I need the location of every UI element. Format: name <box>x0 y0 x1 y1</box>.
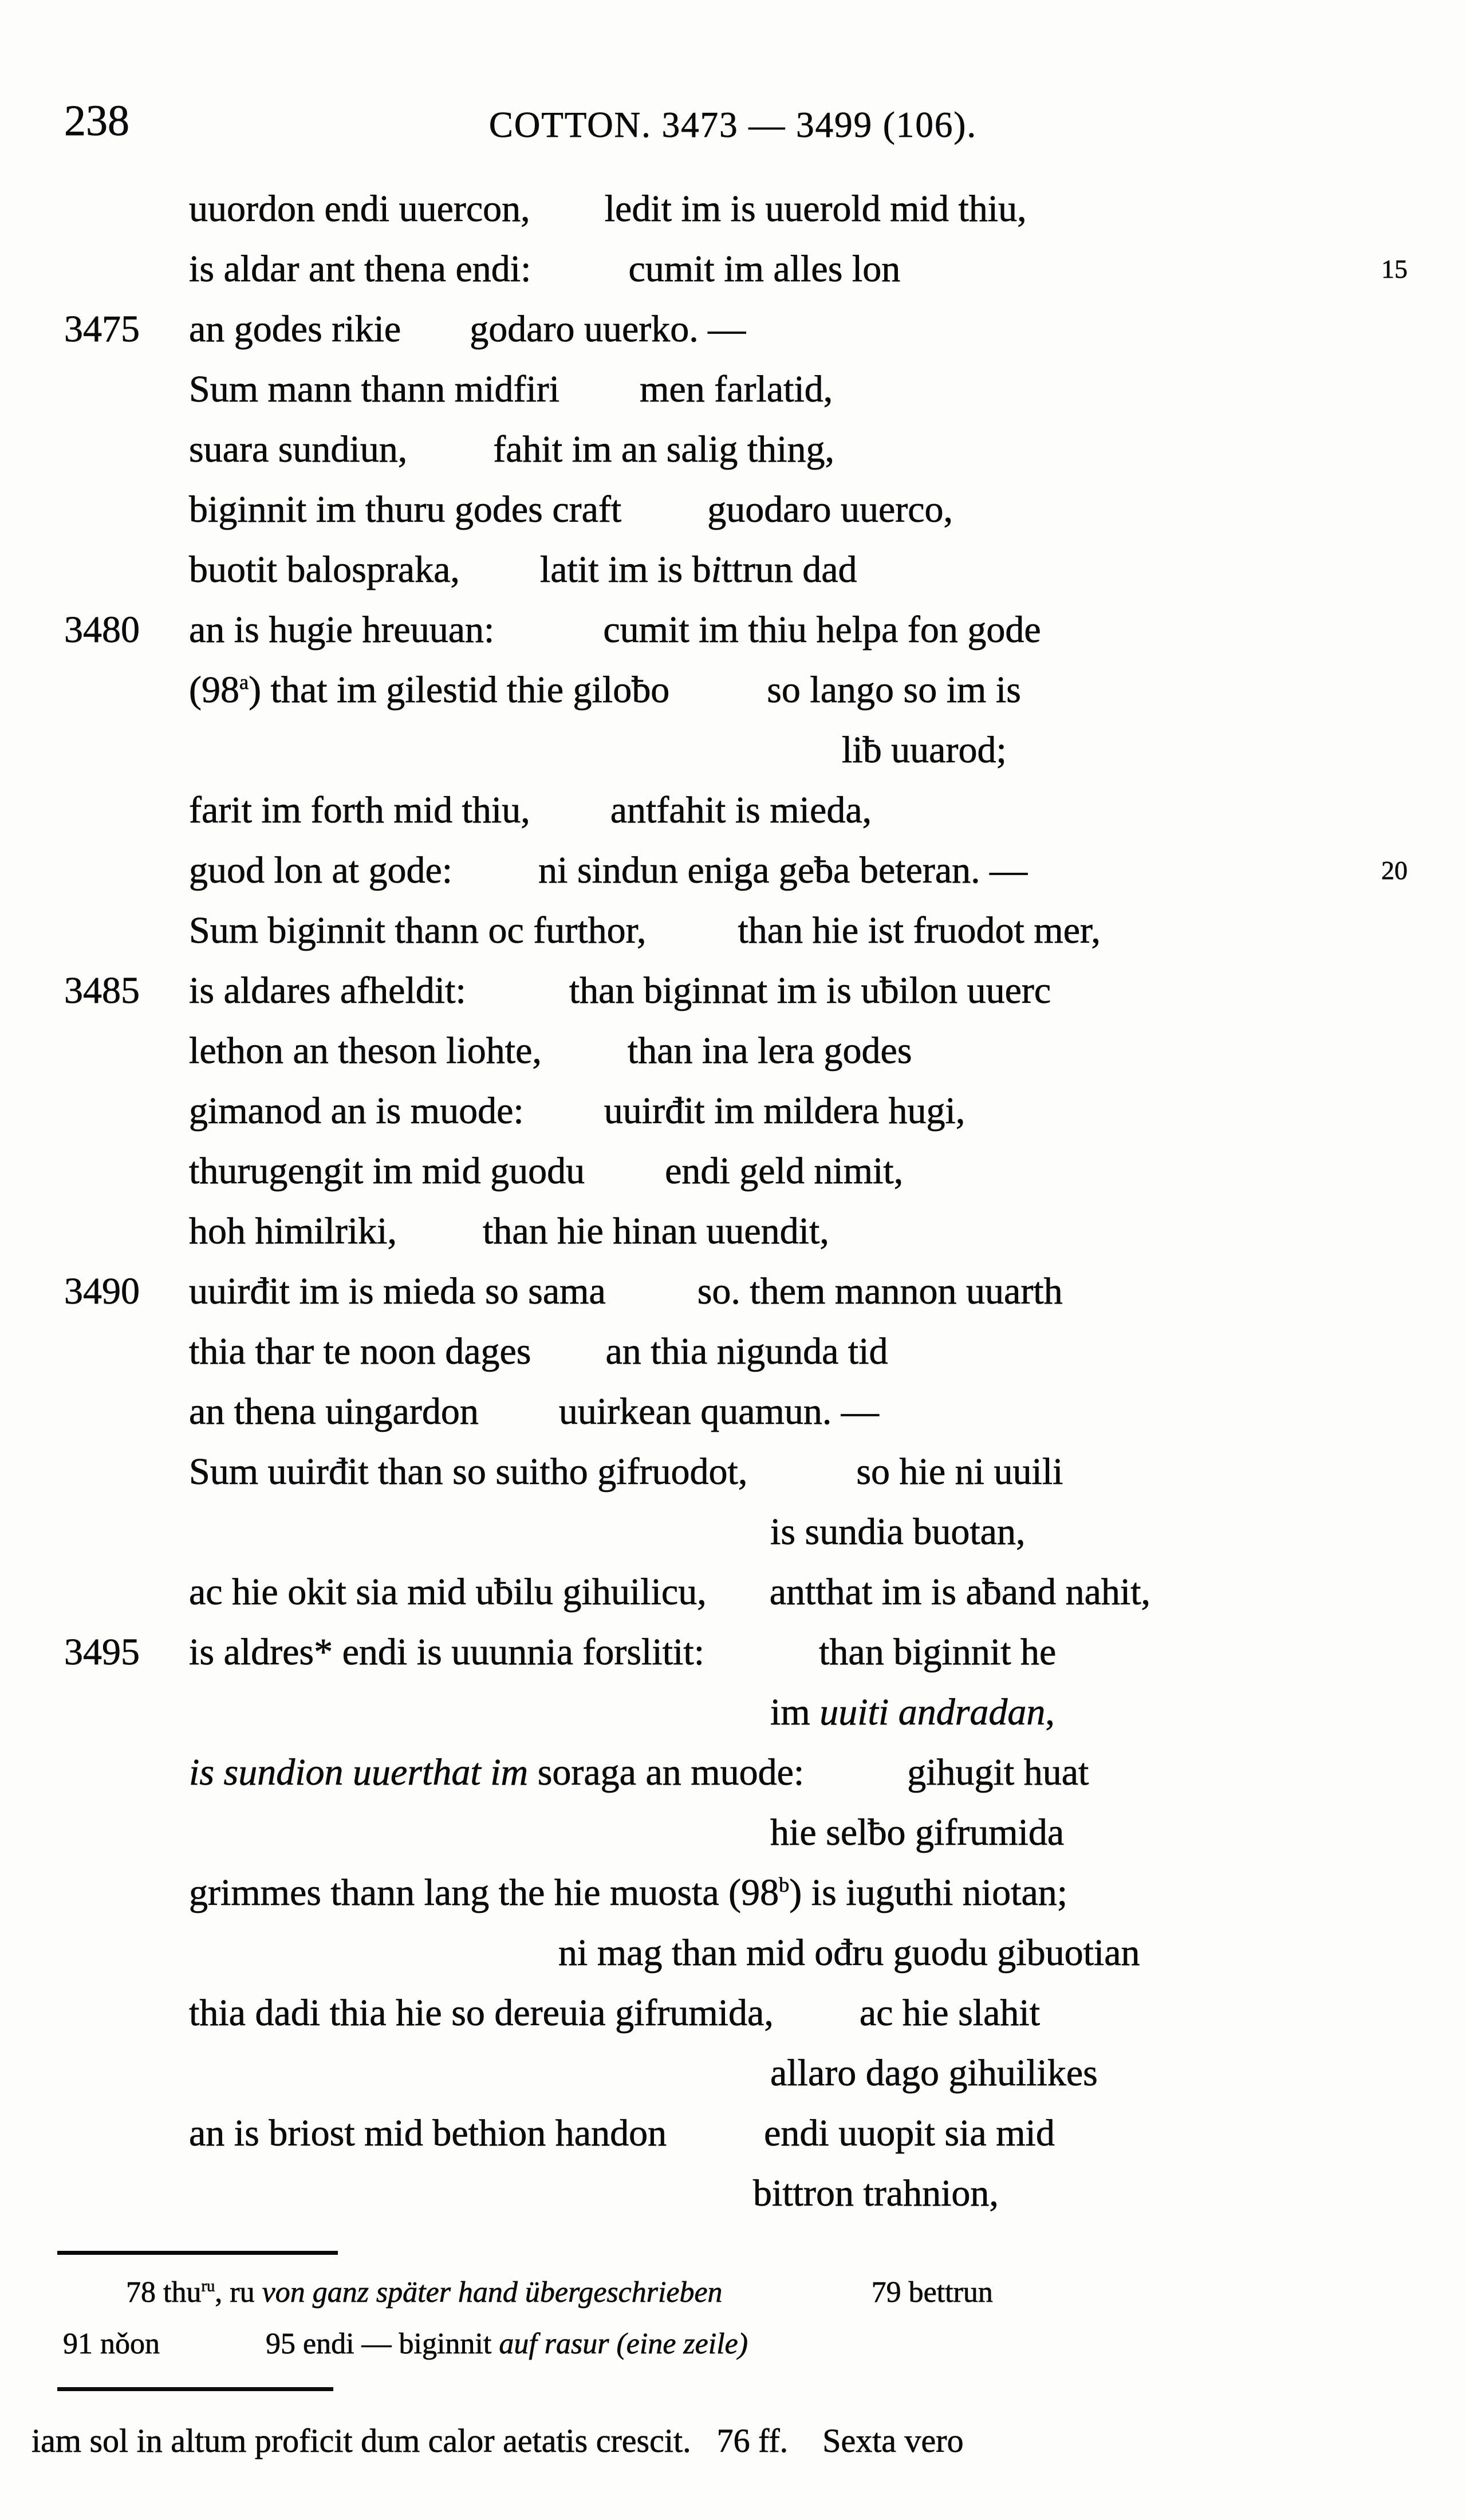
line-text <box>189 1863 1067 1923</box>
text-segment: ac hie okit sia mid uƀilu gihuilicu, <box>189 1571 707 1613</box>
caesura-gap <box>542 1062 628 1063</box>
line-text <box>189 1201 829 1261</box>
text-segment: than hie hinan uuendit, <box>483 1210 829 1252</box>
verse-text-block <box>0 179 1466 2223</box>
verse-line <box>0 660 1466 720</box>
line-text <box>189 1321 888 1381</box>
verse-line <box>0 1622 1466 1682</box>
text-segment: godaro uuerko. — <box>470 308 746 350</box>
verse-line <box>0 1562 1466 1622</box>
text-segment: gimanod an is muode: <box>189 1090 524 1132</box>
line-text <box>753 2163 999 2223</box>
line-text <box>189 479 953 540</box>
text-segment: antfahit is mieda, <box>610 789 872 831</box>
text-segment: uuirđit im is mieda so sama <box>189 1270 606 1312</box>
text-segment: gihugit huat <box>907 1751 1089 1793</box>
caesura-gap <box>723 2301 872 2302</box>
caesura-gap <box>621 521 707 522</box>
caesura-gap <box>479 1423 559 1424</box>
text-segment: endi geld nimit, <box>665 1150 904 1192</box>
verse-line <box>0 1923 1466 1983</box>
caesura-gap <box>466 1002 569 1003</box>
verse-line <box>0 1863 1466 1923</box>
text-segment: an thena uingardon <box>189 1391 479 1432</box>
text-segment: uuirđit im mildera hugi, <box>604 1090 965 1132</box>
line-text <box>189 1141 903 1201</box>
verse-line-number: 3485 <box>64 970 140 1011</box>
line-text <box>189 780 872 840</box>
margin-section-number: 15 <box>1381 254 1408 284</box>
text-segment: buotit balospraka, <box>189 549 460 590</box>
bottom-separator-rule <box>57 2387 333 2391</box>
text-segment: lethon an theson liohte, <box>189 1030 542 1072</box>
verse-line <box>0 960 1466 1021</box>
caesura-gap <box>691 2451 717 2452</box>
verse-line <box>0 780 1466 840</box>
line-text <box>63 2318 748 2370</box>
text-segment: Sum uuirđit than so suitho gifruodot, <box>189 1451 748 1493</box>
text-segment: an godes rikie <box>189 308 401 350</box>
bottom-latin-note <box>0 2412 1466 2470</box>
verse-line <box>0 2043 1466 2103</box>
text-segment: an thia nigunda tid <box>605 1330 888 1372</box>
text-segment: farit im forth mid thiu, <box>189 789 530 831</box>
caesura-gap <box>606 1303 697 1304</box>
text-segment: ) that im gilestid thie giloƀo <box>249 669 670 711</box>
verse-line <box>0 419 1466 479</box>
text-segment: so. them mannon uuarth <box>697 1270 1063 1312</box>
text-segment: 79 bettrun <box>871 2276 993 2309</box>
line-text <box>189 1562 1150 1622</box>
text-segment: hoh himilriki, <box>189 1210 397 1252</box>
text-segment: ttrun dad <box>722 549 857 590</box>
text-segment: ni mag than mid ođru guodu gibuotian <box>558 1932 1140 1974</box>
verse-line <box>0 540 1466 600</box>
line-text <box>189 1021 912 1081</box>
line-text <box>189 1261 1063 1321</box>
superscript-segment: a <box>239 671 249 694</box>
line-text <box>189 960 1051 1021</box>
verse-line <box>0 1802 1466 1863</box>
text-segment: antthat im is aƀand nahit, <box>769 1571 1151 1613</box>
text-segment: than hie ist fruodot mer, <box>738 909 1101 951</box>
verse-line <box>0 1502 1466 1562</box>
caesura-gap <box>452 882 538 883</box>
italic-segment: is sundion uuerthat im <box>189 1751 529 1793</box>
italic-segment: auf rasur (eine zeile) <box>499 2328 748 2360</box>
verse-line <box>0 2103 1466 2163</box>
text-segment: Sexta vero <box>822 2422 964 2459</box>
line-text <box>189 600 1041 660</box>
text-segment: latit im is b <box>539 549 711 590</box>
apparatus-footnotes <box>0 2267 1466 2370</box>
footnote-line <box>0 2267 1466 2318</box>
verse-line <box>0 1261 1466 1321</box>
text-segment: Sum mann thann midfiri <box>189 368 560 410</box>
text-segment: men farlatid, <box>640 368 833 410</box>
text-segment: so lango so im is <box>767 669 1021 711</box>
superscript-segment: b <box>779 1873 790 1896</box>
text-segment: , <box>1045 1691 1055 1733</box>
page-number: 238 <box>64 97 129 145</box>
text-segment: guodaro uuerco, <box>707 489 953 530</box>
verse-line <box>0 359 1466 419</box>
text-segment: than biginnat im is uƀilon uuerc <box>569 970 1051 1011</box>
line-text <box>189 359 833 419</box>
text-segment: allaro dago gihuilikes <box>770 2052 1098 2094</box>
text-segment: thia dadi thia hie so dereuia gifrumida, <box>189 1992 774 2034</box>
verse-line <box>0 2163 1466 2223</box>
caesura-gap <box>788 2451 822 2452</box>
line-text <box>189 540 857 600</box>
text-segment: 91 nǒon <box>63 2328 160 2360</box>
text-segment: cumit im thiu helpa fon gode <box>603 609 1041 651</box>
line-text <box>189 1442 1063 1502</box>
text-segment: is aldares afheldit: <box>189 970 466 1011</box>
line-text <box>189 840 1027 900</box>
text-segment: cumit im alles lon <box>628 248 901 290</box>
line-text <box>189 1983 1040 2043</box>
verse-line-number: 3480 <box>64 609 140 651</box>
superscript-segment: ru <box>201 2277 215 2295</box>
line-text <box>189 239 900 299</box>
footnote-separator-rule <box>57 2251 338 2255</box>
verse-line <box>0 299 1466 359</box>
text-segment: im <box>770 1691 820 1733</box>
verse-line <box>0 1742 1466 1802</box>
text-segment: thia thar te noon dages <box>189 1330 531 1372</box>
verse-line <box>0 1983 1466 2043</box>
footnote-line <box>0 2318 1466 2370</box>
line-text <box>770 1502 1025 1562</box>
verse-line-number: 3490 <box>64 1270 140 1312</box>
italic-segment: i <box>711 549 722 590</box>
text-segment: suara sundiun, <box>189 428 408 470</box>
text-segment: uuirkean quamun. — <box>558 1391 879 1432</box>
text-segment: is aldar ant thena endi: <box>189 248 531 290</box>
text-segment: fahit im an salig thing, <box>493 428 835 470</box>
text-segment: ac hie slahit <box>859 1992 1041 2034</box>
caesura-gap <box>494 641 603 642</box>
line-text <box>770 1802 1064 1863</box>
line-text <box>189 660 1021 720</box>
text-segment: 95 endi — biginnit <box>266 2328 499 2360</box>
italic-segment: uuiti andradan <box>819 1691 1046 1733</box>
text-segment: hie selƀo gifrumida <box>770 1812 1065 1853</box>
text-segment: is aldres* endi is uuunnia forslitit: <box>189 1631 705 1673</box>
text-segment: iam sol in altum proficit dum calor aetatis crescit. <box>31 2422 691 2459</box>
text-segment: Sum biginnit thann oc furthor, <box>189 909 647 951</box>
text-segment: an is hugie hreuuan: <box>189 609 495 651</box>
verse-line <box>0 600 1466 660</box>
line-text <box>31 2412 964 2470</box>
text-segment: so hie ni uuili <box>856 1451 1063 1493</box>
text-segment: liƀ uuarod; <box>842 729 1007 771</box>
line-text <box>770 1682 1055 1742</box>
line-text <box>189 1381 879 1442</box>
text-segment: an is briost mid bethion handon <box>189 2112 667 2154</box>
text-segment: grimmes thann lang the hie muosta (98 <box>189 1872 779 1913</box>
caesura-gap <box>460 581 540 582</box>
text-segment: thurugengit im mid guodu <box>189 1150 585 1192</box>
text-segment: , ru <box>215 2276 262 2309</box>
line-text <box>189 900 1101 960</box>
text-segment: is sundia buotan, <box>770 1511 1026 1553</box>
margin-section-number: 20 <box>1381 856 1408 885</box>
line-text <box>189 1742 1089 1802</box>
text-segment: uuordon endi uuercon, <box>189 188 530 230</box>
text-segment: endi uuopit sia mid <box>764 2112 1055 2154</box>
text-segment: 76 ff. <box>716 2422 789 2459</box>
verse-line <box>0 179 1466 239</box>
line-text <box>770 2043 1098 2103</box>
line-text <box>189 2103 1055 2163</box>
text-segment: bittron trahnion, <box>753 2172 999 2214</box>
verse-line <box>0 1021 1466 1081</box>
line-text <box>842 720 1007 780</box>
line-text <box>189 1622 1056 1682</box>
line-text <box>189 179 1027 239</box>
line-text <box>189 299 746 359</box>
caesura-gap <box>747 1483 856 1484</box>
line-text <box>126 2267 993 2318</box>
verse-line <box>0 1141 1466 1201</box>
text-segment: than biginnit he <box>819 1631 1057 1673</box>
verse-line <box>0 479 1466 540</box>
verse-line <box>0 900 1466 960</box>
text-segment: biginnit im thuru godes craft <box>189 489 622 530</box>
caesura-gap <box>646 942 738 943</box>
text-segment: than ina lera godes <box>627 1030 912 1072</box>
verse-line-number: 3495 <box>64 1631 140 1673</box>
text-segment: ni sindun eniga geƀa beteran. — <box>538 849 1028 891</box>
text-segment: soraga an muode: <box>528 1751 805 1793</box>
verse-line <box>0 239 1466 299</box>
caesura-gap <box>407 461 493 462</box>
verse-line <box>0 1381 1466 1442</box>
text-segment: (98 <box>189 669 239 711</box>
line-text <box>189 419 834 479</box>
caesura-gap <box>531 1363 605 1364</box>
verse-line <box>0 1321 1466 1381</box>
text-segment: ) is iuguthi niotan; <box>789 1872 1068 1913</box>
verse-line <box>0 720 1466 780</box>
verse-line <box>0 1201 1466 1261</box>
caesura-gap <box>530 220 605 221</box>
verse-line <box>0 840 1466 900</box>
line-text <box>558 1923 1140 1983</box>
text-segment: guod lon at gode: <box>189 849 453 891</box>
verse-line <box>0 1442 1466 1502</box>
line-text <box>189 1081 965 1141</box>
verse-line <box>0 1682 1466 1742</box>
bottom-note-line <box>0 2412 1466 2470</box>
verse-line-number: 3475 <box>64 308 140 350</box>
verse-line <box>0 1081 1466 1141</box>
italic-segment: von ganz später hand übergeschrieben <box>262 2276 723 2309</box>
text-segment: 78 thu <box>126 2276 202 2309</box>
running-header: COTTON. 3473 — 3499 (106). <box>488 105 978 145</box>
caesura-gap <box>804 1784 907 1785</box>
text-segment: ledit im is uuerold mid thiu, <box>604 188 1027 230</box>
